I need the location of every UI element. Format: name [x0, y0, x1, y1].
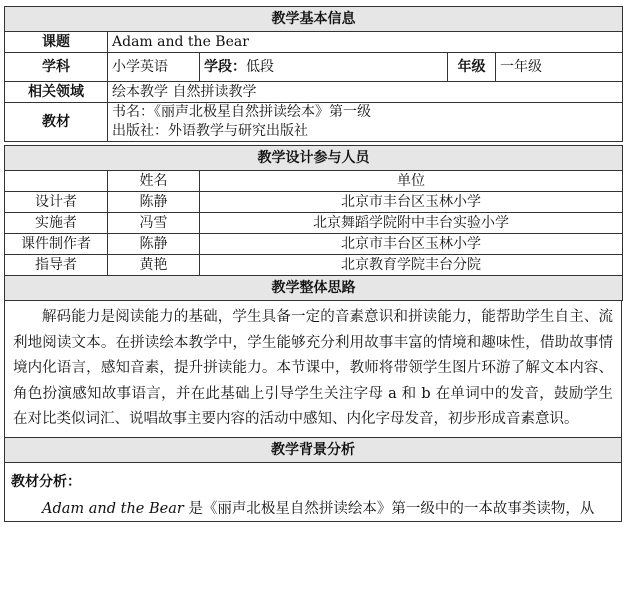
topic-value: Adam and the Bear: [108, 32, 623, 53]
col-name-header: 姓名: [108, 171, 200, 192]
lesson-plan-document: [4, 6, 622, 522]
team-role: 设计者: [5, 192, 108, 213]
team-unit: 北京市丰台区玉林小学: [200, 192, 623, 213]
team-name: 陈静: [108, 234, 200, 255]
background-header: 教学背景分析: [5, 438, 622, 463]
subject-value: 小学英语: [108, 53, 200, 82]
team-unit: 北京舞蹈学院附中丰台实验小学: [200, 213, 623, 234]
team-name: 陈静: [108, 192, 200, 213]
grade-label: 年级: [448, 53, 496, 82]
background-table: [4, 438, 622, 463]
team-name: 黄艳: [108, 255, 200, 276]
subject-label: 学科: [5, 53, 108, 82]
team-role: 课件制作者: [5, 234, 108, 255]
team-role: 指导者: [5, 255, 108, 276]
publisher-line: 出版社：外语教学与研究出版社: [112, 123, 308, 139]
overall-paragraph: 解码能力是阅读能力的基础，学生具备一定的音素意识和拼读能力，能帮助学生自主、流利地阅读文本。在拼读绘本教学中，学生能够充分利用故事丰富的情境和趣味性，借助故事情境内化语言，感知音素，提升拼读能力。本节课中，教师将带领学生图片环游了解文本内容、角色扮演感知故事语言，并在此基础上引导学生关注字母 a 和 b 在单词中的发音，鼓励学生在对比类似词汇、说唱故事主要内容的活动中感知、内化字母发音，初步形成音素意识。: [4, 301, 622, 438]
background-section: [4, 463, 622, 522]
table-row: [5, 255, 623, 276]
stage-label: 学段：: [204, 59, 246, 75]
team-corner-cell: [5, 171, 108, 192]
team-unit: 北京市丰台区玉林小学: [200, 234, 623, 255]
topic-label: 课题: [5, 32, 108, 53]
team-role: 实施者: [5, 213, 108, 234]
table-row: [5, 192, 623, 213]
field-value: 绘本教学 自然拼读教学: [108, 82, 623, 103]
grade-value: 一年级: [496, 53, 623, 82]
field-label: 相关领域: [5, 82, 108, 103]
book-title-italic: Adam and the Bear: [42, 500, 184, 517]
stage-value: 低段: [246, 59, 274, 75]
book-line: 书名：《丽声北极星自然拼读绘本》第一级: [112, 104, 371, 120]
table-row: [5, 213, 623, 234]
material-analysis-heading: 教材分析：: [11, 473, 81, 490]
team-name: 冯雪: [108, 213, 200, 234]
col-unit-header: 单位: [200, 171, 623, 192]
team-header: 教学设计参与人员: [5, 146, 623, 171]
basic-info-header: 教学基本信息: [5, 7, 623, 32]
material-analysis-paragraph: [5, 493, 621, 521]
team-table: [4, 145, 623, 301]
stage-cell: [200, 53, 448, 82]
team-unit: 北京教育学院丰台分院: [200, 255, 623, 276]
material-analysis-text: 是《丽声北极星自然拼读绘本》第一级中的一本故事类读物，从: [183, 500, 595, 517]
basic-info-table: [4, 6, 623, 142]
material-value: [108, 103, 623, 142]
overall-header: 教学整体思路: [5, 276, 623, 301]
table-row: [5, 234, 623, 255]
material-label: 教材: [5, 103, 108, 142]
